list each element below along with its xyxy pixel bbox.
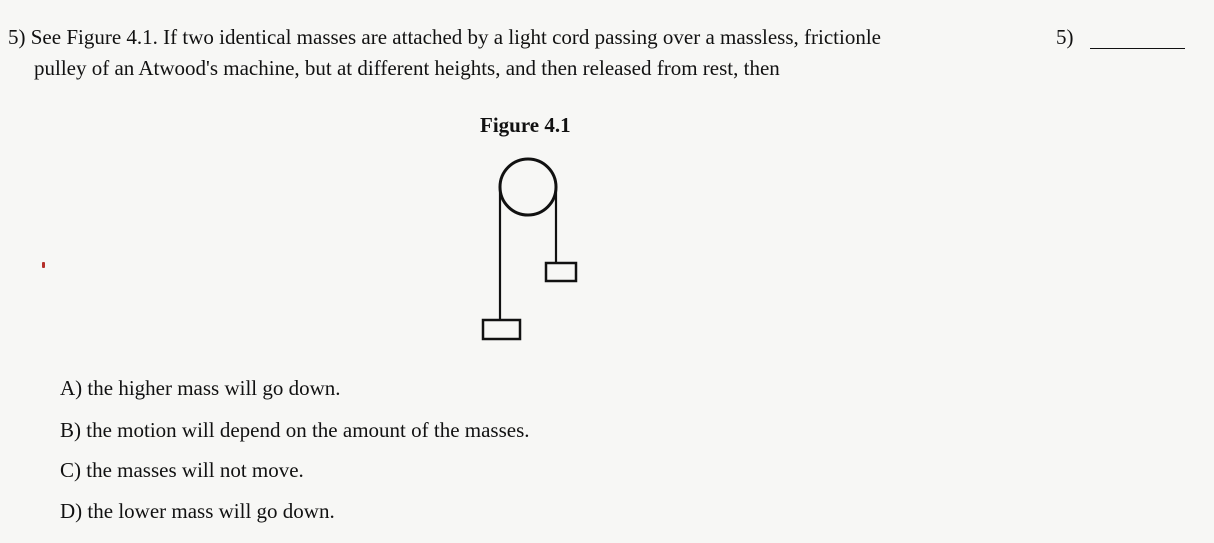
- stray-ink-mark: [42, 262, 45, 268]
- figure-title: Figure 4.1: [480, 113, 571, 137]
- lower-mass: [483, 320, 520, 339]
- question-text-line-1: 5) See Figure 4.1. If two identical masses are attached by a light cord passing over a massless, frictionle: [8, 25, 881, 49]
- choice-a[interactable]: A) the higher mass will go down.: [60, 376, 341, 400]
- atwood-machine-figure: [470, 145, 600, 345]
- question-text-line-2: pulley of an Atwood's machine, but at different heights, and then released from rest, then: [34, 56, 780, 80]
- answer-blank[interactable]: [1090, 48, 1185, 49]
- higher-mass: [546, 263, 576, 281]
- answer-number: 5): [1056, 25, 1074, 49]
- choice-d[interactable]: D) the lower mass will go down.: [60, 499, 335, 523]
- choice-b[interactable]: B) the motion will depend on the amount of the masses.: [60, 418, 530, 442]
- pulley-wheel: [500, 159, 556, 215]
- choice-c[interactable]: C) the masses will not move.: [60, 458, 304, 482]
